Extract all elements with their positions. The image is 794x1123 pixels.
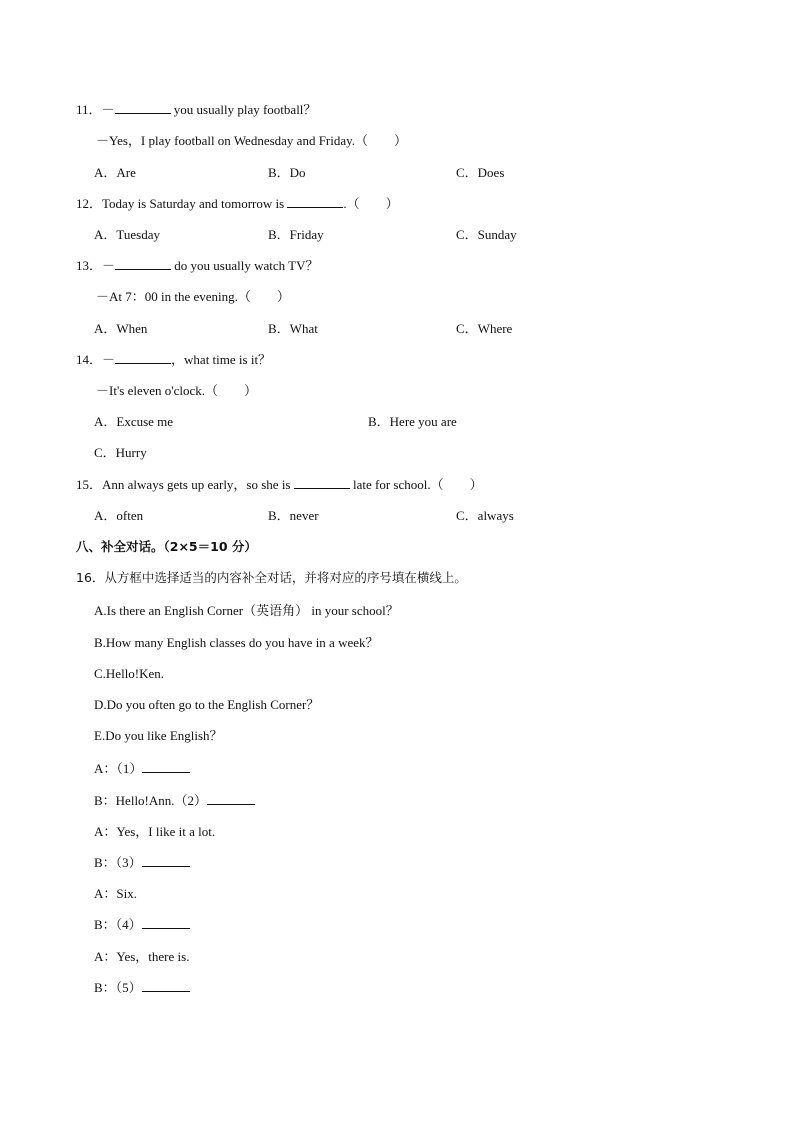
question-13-option-b[interactable]: B．What (268, 321, 318, 336)
question-15-option-b[interactable]: B．never (268, 508, 319, 523)
question-13-stem (76, 257, 318, 275)
answer-blank-4[interactable] (142, 916, 190, 929)
question-12-option-c[interactable]: C．Sunday (456, 227, 517, 242)
answer-blank-1[interactable] (142, 760, 190, 773)
dialogue-line-3 (94, 823, 215, 841)
stem-suffix: you usually play football？ (170, 102, 317, 117)
question-16-instruction (76, 569, 467, 587)
question-11-stem (76, 101, 316, 119)
dialogue-text: A：（1） (94, 761, 143, 776)
question-number: 11． (76, 102, 102, 117)
question-13-option-c[interactable]: C．Where (456, 321, 513, 336)
dialogue-line-2 (94, 792, 255, 810)
question-number: 15． (76, 477, 103, 492)
stem-prefix: － (101, 102, 115, 117)
question-11-option-a[interactable]: A．Are (94, 165, 136, 180)
dialogue-text: B：Hello!Ann.（2） (94, 793, 208, 808)
question-11-option-c[interactable]: C．Does (456, 165, 505, 180)
answer-blank[interactable] (115, 351, 171, 364)
choice-d: D.Do you often go to the English Corner？ (94, 697, 320, 712)
question-15-stem (76, 476, 483, 494)
question-number: 12． (76, 196, 103, 211)
dialogue-text: A：Six. (94, 886, 137, 901)
question-12-option-b[interactable]: B．Friday (268, 227, 324, 242)
stem-prefix: Ann always gets up early，so she is (102, 477, 294, 492)
question-14-stem (76, 351, 271, 369)
question-14-option-a[interactable]: A．Excuse me (94, 414, 174, 429)
choice-c: C.Hello!Ken. (94, 666, 165, 681)
dialogue-line-4 (94, 854, 190, 872)
question-13-option-a[interactable]: A．When (94, 321, 148, 336)
instruction-text: 从方框中选择适当的内容补全对话，并将对应的序号填在横线上。 (104, 570, 467, 585)
stem-prefix: － (102, 258, 116, 273)
dialogue-text: B：（3） (94, 855, 142, 870)
answer-blank[interactable] (294, 476, 350, 489)
choice-a: A.Is there an English Corner（英语角） in your school？ (94, 603, 399, 618)
dialogue-line-6 (94, 916, 190, 934)
question-15-option-a[interactable]: A．often (94, 508, 144, 523)
question-12-stem (76, 195, 399, 213)
dialogue-text: B：（5） (94, 980, 142, 995)
question-11-option-b[interactable]: B．Do (268, 165, 306, 180)
answer-blank-2[interactable] (207, 792, 255, 805)
choice-e: E.Do you like English？ (94, 728, 223, 743)
question-15-option-c[interactable]: C．always (456, 508, 514, 523)
stem-suffix: .（ ） (343, 196, 399, 211)
dialogue-line-1 (94, 760, 190, 778)
choice-b: B.How many English classes do you have in a week？ (94, 635, 379, 650)
question-14-answer-line: －It's eleven o'clock.（ ） (96, 383, 258, 398)
question-11-answer-line: －Yes，I play football on Wednesday and Friday.（ ） (96, 133, 408, 148)
question-13-answer-line: －At 7：00 in the evening.（ ） (96, 289, 290, 304)
dialogue-line-8 (94, 979, 190, 997)
stem-prefix: － (102, 352, 116, 367)
dialogue-line-7 (94, 948, 189, 966)
question-number: 14． (76, 352, 103, 367)
stem-suffix: late for school.（ ） (349, 477, 483, 492)
answer-blank-5[interactable] (142, 979, 190, 992)
dialogue-text: A：Yes，I like it a lot. (94, 824, 216, 839)
answer-blank-3[interactable] (142, 854, 190, 867)
dialogue-text: B：（4） (94, 917, 142, 932)
question-14-option-c[interactable]: C．Hurry (94, 445, 147, 460)
dialogue-line-5 (94, 885, 137, 903)
stem-prefix: Today is Saturday and tomorrow is (102, 196, 288, 211)
question-14-option-b[interactable]: B．Here you are (368, 414, 457, 429)
stem-suffix: do you usually watch TV？ (171, 258, 319, 273)
question-12-option-a[interactable]: A．Tuesday (94, 227, 160, 242)
dialogue-text: A：Yes，there is. (94, 949, 190, 964)
question-number: 16． (76, 570, 105, 585)
section-heading: 八、补全对话。（2×5＝10 分） (76, 539, 257, 554)
answer-blank[interactable] (115, 101, 171, 114)
stem-suffix: ，what time is it？ (171, 352, 272, 367)
answer-blank[interactable] (115, 257, 171, 270)
question-number: 13． (76, 258, 103, 273)
answer-blank[interactable] (287, 195, 343, 208)
